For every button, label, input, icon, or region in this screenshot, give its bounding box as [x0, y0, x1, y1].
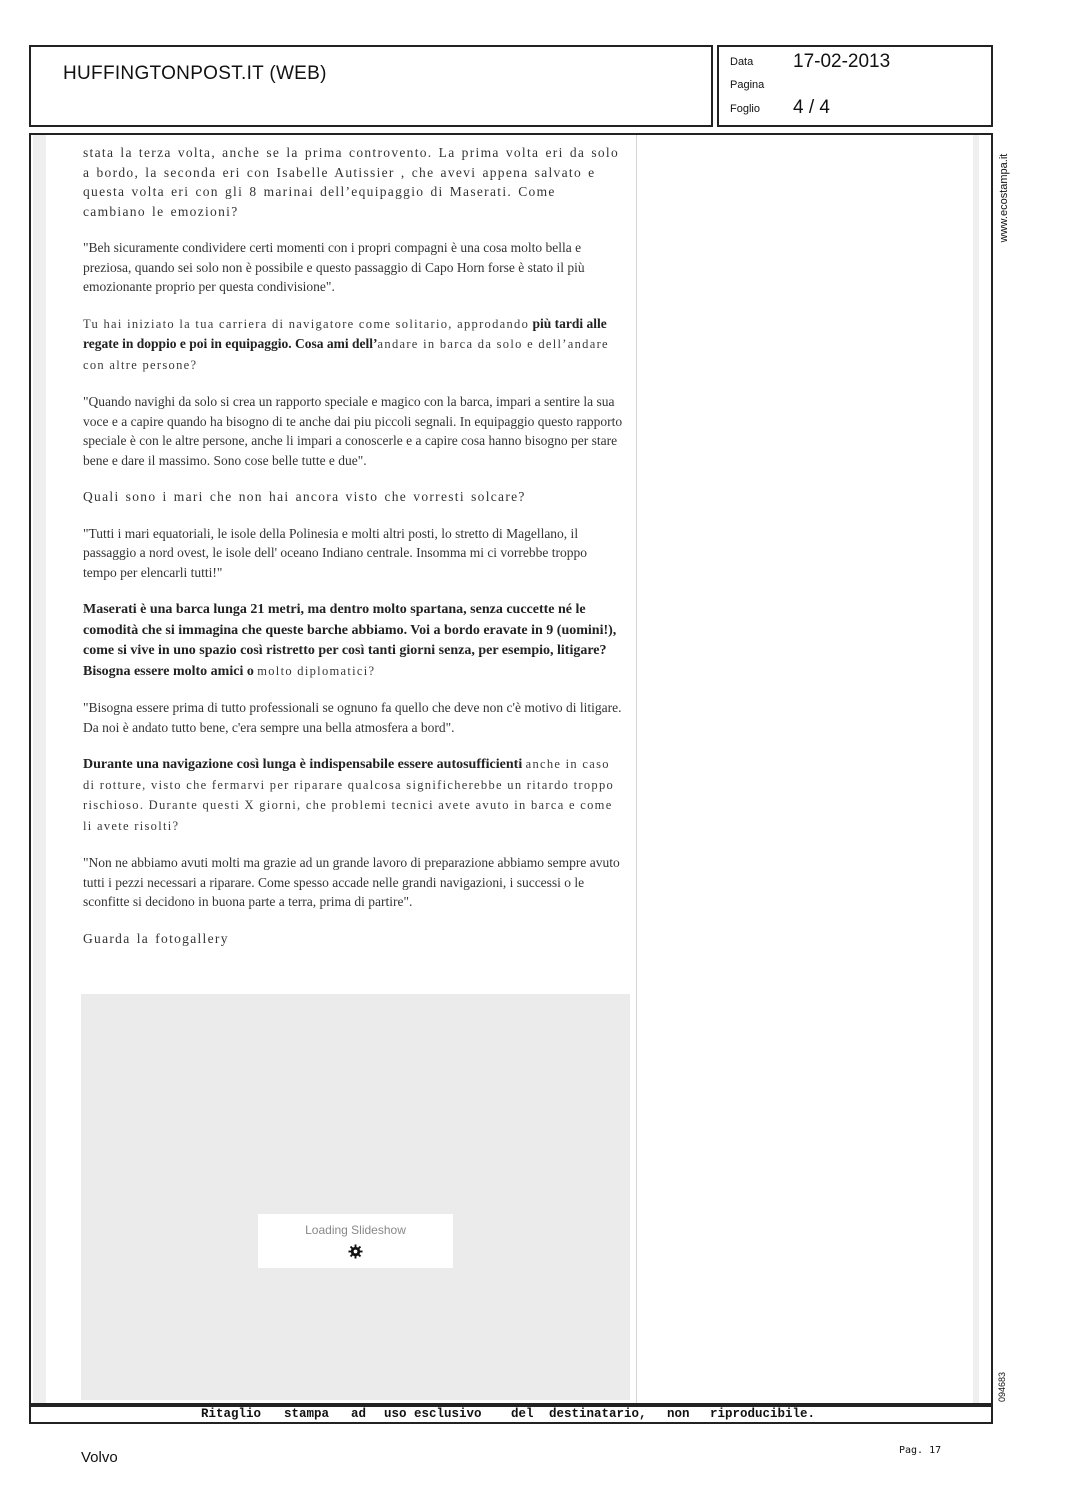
left-margin-shade [33, 135, 46, 1403]
client-brand: Volvo [81, 1449, 118, 1466]
header-meta-box [717, 45, 993, 127]
answer-paragraph: "Beh sicuramente condividere certi momenti con i propri compagni è una cosa molto bella e preziosa, quando sei solo non è possibile e questo passaggio di Capo Horn forse è stato il più emozionante proprio per questa condivisione". [83, 240, 585, 294]
date-value: 17-02-2013 [793, 51, 891, 72]
article-body [83, 143, 623, 965]
sheet-label: Foglio [730, 103, 760, 115]
answer-paragraph: "Tutti i mari equatoriali, le isole della Polinesia e molti altri posti, lo stretto di Magellano, il passaggio a nord ovest, le isole dell' oceano Indiano centrale. Insomma mi ci vorrebbe troppo tempo per elencarli tutti!" [83, 525, 588, 580]
footer-word: stampa [284, 1407, 330, 1421]
question-paragraph: Tu hai iniziato la tua carriera di navigatore come solitario, approdando più tardi alle regate in doppio e poi in equipaggio. Cosa ami dell’andare in barca da solo e dell’andare con altre persone? [83, 315, 609, 372]
fotogallery-link[interactable]: Guarda la fotogallery [83, 930, 229, 946]
question-paragraph: Maserati è una barca lunga 21 metri, ma dentro molto spartana, senza cuccette né le comodità che si immagina che queste barche abbiamo. Voi a bordo eravate in 9 (uomini!), come si vive in uno spazio così ristretto per così tanti giorni senza, per esempio, litigare? Bisogna essere molto amici o molto diplomatici? [83, 602, 617, 679]
answer-paragraph: "Non ne abbiamo avuti molti ma grazie ad un grande lavoro di preparazione abbiamo sempre avuto tutti i pezzi necessari a riparare. Come spesso accade nelle grandi navigazioni, i successi o le sconfitte si decidono in buona parte a terra, prima di partire". [83, 855, 620, 909]
footer-word: Ritaglio [201, 1407, 262, 1421]
column-separator [636, 135, 637, 1403]
header-source-box [29, 45, 713, 127]
sheet-value: 4 / 4 [793, 97, 830, 118]
question-paragraph: stata la terza volta, anche se la prima controvento. La prima volta eri da solo a bordo, la seconda eri con Isabelle Autissier , che avevi appena salvato e questa volta eri con gli 8 marinai dell’equipaggio di Maserati. Come cambiano le emozioni? [83, 145, 620, 219]
loading-box [258, 1214, 453, 1268]
question-paragraph: Durante una navigazione così lunga è indispensabile essere autosufficienti anche in caso di rotture, visto che fermarvi per riparare qualcosa significherebbe un ritardo troppo rischioso. Durante questi X giorni, che problemi tecnici avete avuto in barca e come li avete risolti? [83, 757, 615, 833]
source-title: HUFFINGTONPOST.IT (WEB) [63, 63, 327, 84]
answer-paragraph: "Bisogna essere prima di tutto professionali se ognuno fa quello che deve non c'è motivo di litigare. Da noi è andato tutto bene, c'era sempre una bella atmosfera a bord". [83, 700, 622, 735]
footer-word: ad [351, 1407, 367, 1421]
page-number: Pag. 17 [899, 1445, 942, 1456]
answer-paragraph: "Quando navighi da solo si crea un rapporto speciale e magico con la barca, impari a sentire la sua voce e a capire quando ha bisogno di te anche dai piu piccoli segnali. In equipaggio questo rapporto speciale è con le altre persone, anche li impari a conoscerle e a capire cosa hanno bisogno per stare bene e dare il massimo. Sono cose belle tutte e due". [83, 394, 623, 468]
footer-word: destinatario, [549, 1407, 647, 1421]
footer-word: non [667, 1407, 690, 1421]
page-label: Pagina [730, 79, 765, 91]
side-code: 094683 [997, 1371, 1007, 1403]
slideshow-embed[interactable] [81, 994, 630, 1400]
right-margin-shade [973, 135, 979, 1403]
gear-icon [348, 1244, 363, 1259]
footer-disclaimer [29, 1405, 993, 1424]
loading-text: Loading Slideshow [305, 1223, 406, 1237]
side-url: www.ecostampa.it [998, 153, 1010, 243]
footer-word: del [511, 1407, 534, 1421]
question-paragraph: Quali sono i mari che non hai ancora visto che vorresti solcare? [83, 489, 526, 504]
date-label: Data [730, 56, 754, 68]
footer-word: riproducibile. [710, 1407, 816, 1421]
footer-word: uso esclusivo [384, 1407, 482, 1421]
